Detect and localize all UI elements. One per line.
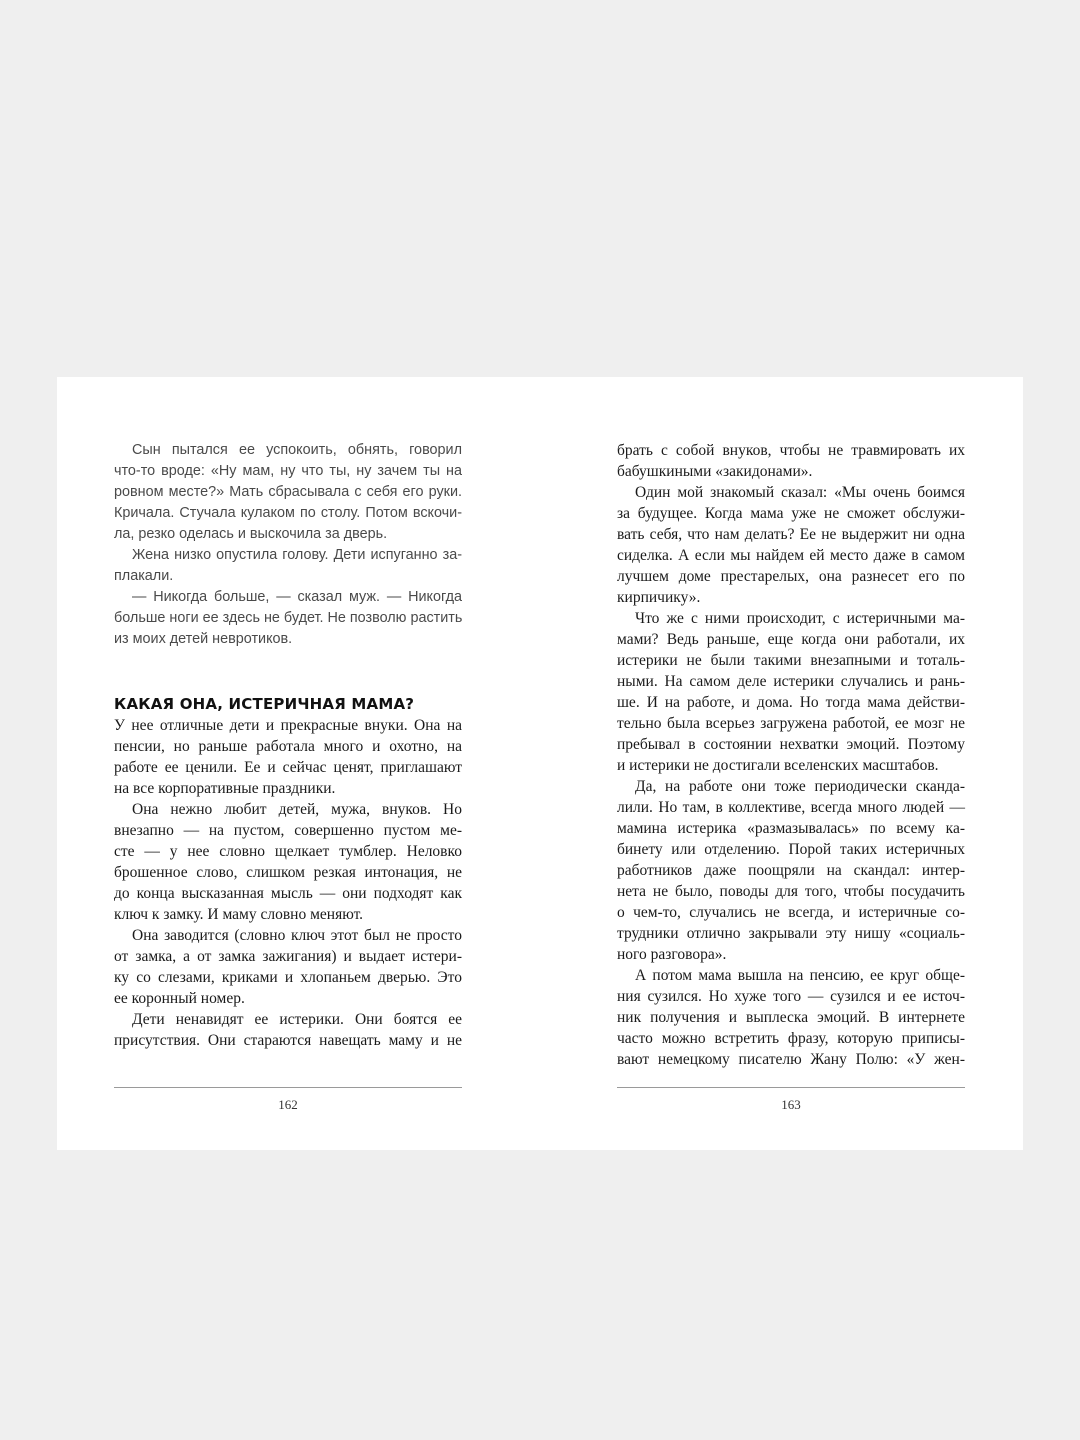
body-line: ключ к замку. И маму словно меняют. bbox=[114, 906, 364, 923]
body-line: ее коронный номер. bbox=[114, 990, 245, 1007]
body-line: истерики не были такими внезапными и тоталь- bbox=[617, 652, 965, 669]
page-number: 163 bbox=[781, 1097, 801, 1112]
right-page bbox=[617, 377, 965, 1150]
body-line: нета не было, поводы для того, чтобы посудачить bbox=[617, 883, 965, 900]
body-line: ку со слезами, криками и хлопаньем дверью. Это bbox=[114, 969, 462, 986]
body-line: брать с собой внуков, чтобы не травмировать их bbox=[617, 442, 965, 459]
left-page bbox=[114, 377, 462, 1150]
intro-line: больше ноги ее здесь не будет. Не позволю растить bbox=[114, 610, 463, 626]
body-line: до конца высказанная мысль — они подходят как bbox=[114, 885, 462, 902]
body-line: бинету или отделению. Порой таких истеричных bbox=[617, 841, 965, 858]
body-line: внезапно — на пустом, совершенно пустом ме- bbox=[114, 822, 462, 839]
intro-line: Кричала. Стучала кулаком по столу. Потом вскочи- bbox=[114, 505, 462, 521]
body-line: пребывал в состоянии нехватки эмоций. Поэтому bbox=[617, 736, 965, 753]
body-line: присутствия. Они стараются навещать маму и не bbox=[114, 1032, 462, 1049]
intro-line: плакали. bbox=[114, 568, 174, 584]
section-heading: КАКАЯ ОНА, ИСТЕРИЧНАЯ МАМА? bbox=[114, 695, 415, 713]
body-line: лили. Но там, в коллективе, всегда много людей — bbox=[617, 799, 965, 816]
body-line: бабушкиными «закидонами». bbox=[617, 463, 813, 480]
body-line: Один мой знакомый сказал: «Мы очень боимся bbox=[635, 484, 965, 501]
body-line: вают немецкому писателю Жану Полю: «У жен- bbox=[617, 1051, 965, 1068]
body-line: Дети ненавидят ее истерики. Они боятся ее bbox=[132, 1011, 462, 1028]
footer-rule bbox=[617, 1087, 965, 1088]
body-line: ше. И на работе, и дома. Но тогда мама действи- bbox=[617, 694, 965, 711]
body-line: ния сузился. Но хуже того — сузился и ее источ- bbox=[617, 988, 965, 1005]
body-line: Да, на работе они тоже периодически сканда- bbox=[635, 778, 965, 795]
body-line: за будущее. Когда мама уже не сможет обслужи- bbox=[617, 505, 965, 522]
body-line: ник получения и выплеска эмоций. В интернете bbox=[617, 1009, 965, 1026]
body-line: Она нежно любит детей, мужа, внуков. Но bbox=[132, 801, 462, 818]
body-line: брошенное слово, слишком резкая интонация, не bbox=[114, 864, 462, 881]
body-line: трудники отлично закрывали эту нишу «социаль- bbox=[617, 925, 965, 942]
footer-rule bbox=[114, 1087, 462, 1088]
body-line: о чем-то, случались не всегда, и истеричные со- bbox=[617, 904, 965, 921]
body-line: от замка, а от замка зажигания) и выдает истери- bbox=[114, 948, 462, 965]
body-line: сте — у нее словно щелкает тумблер. Неловко bbox=[114, 843, 462, 860]
intro-line: ла, резко оделась и выскочила за дверь. bbox=[114, 526, 388, 542]
intro-line: что-то вроде: «Ну мам, ну что ты, ну зачем ты на bbox=[114, 463, 462, 479]
body-line: ными. На самом деле истерики случались и рань- bbox=[617, 673, 965, 690]
book-spread bbox=[57, 377, 1023, 1150]
intro-line: — Никогда больше, — сказал муж. — Никогда bbox=[132, 589, 462, 605]
body-line: вать себя, что нам делать? Ее не выдержит ни одна bbox=[617, 526, 965, 543]
body-line: Что же с ними происходит, с истеричными ма- bbox=[635, 610, 965, 627]
body-line: часто можно встретить фразу, которую приписы- bbox=[617, 1030, 965, 1047]
body-line: пенсии, но раньше работала много и охотно, на bbox=[114, 738, 462, 755]
page-number: 162 bbox=[278, 1097, 298, 1112]
body-line: У нее отличные дети и прекрасные внуки. Она на bbox=[114, 717, 462, 734]
intro-line: из моих детей невротиков. bbox=[114, 631, 293, 647]
body-line: ного разговора». bbox=[617, 946, 727, 963]
body-line: мами? Ведь раньше, еще когда они работали, их bbox=[617, 631, 965, 648]
body-line: лучшем доме престарелых, она разнесет его по bbox=[617, 568, 965, 585]
intro-line: Жена низко опустила голову. Дети испуганно за- bbox=[132, 547, 462, 563]
body-line: кирпичику». bbox=[617, 589, 701, 606]
body-line: мамина истерика «размазывалась» по всему ка- bbox=[617, 820, 965, 837]
body-line: тельно была всерьез загружена работой, ее мозг не bbox=[617, 715, 965, 732]
body-line: на все корпоративные праздники. bbox=[114, 780, 336, 797]
intro-line: ровном месте?» Мать сбрасывала с себя его руки. bbox=[114, 484, 462, 500]
body-line: Она заводится (словно ключ этот был не просто bbox=[132, 927, 462, 944]
body-line: работников даже поощряли на скандал: интер- bbox=[617, 862, 965, 879]
intro-line: Сын пытался ее успокоить, обнять, говорил bbox=[132, 442, 462, 458]
body-line: А потом мама вышла на пенсию, ее круг обще- bbox=[635, 967, 965, 984]
body-line: сиделка. А если мы найдем ей место даже в самом bbox=[617, 547, 965, 564]
body-line: и истерики не достигали вселенских масштабов. bbox=[617, 757, 939, 774]
body-line: работе ее ценили. Ее и сейчас ценят, приглашают bbox=[114, 759, 462, 776]
